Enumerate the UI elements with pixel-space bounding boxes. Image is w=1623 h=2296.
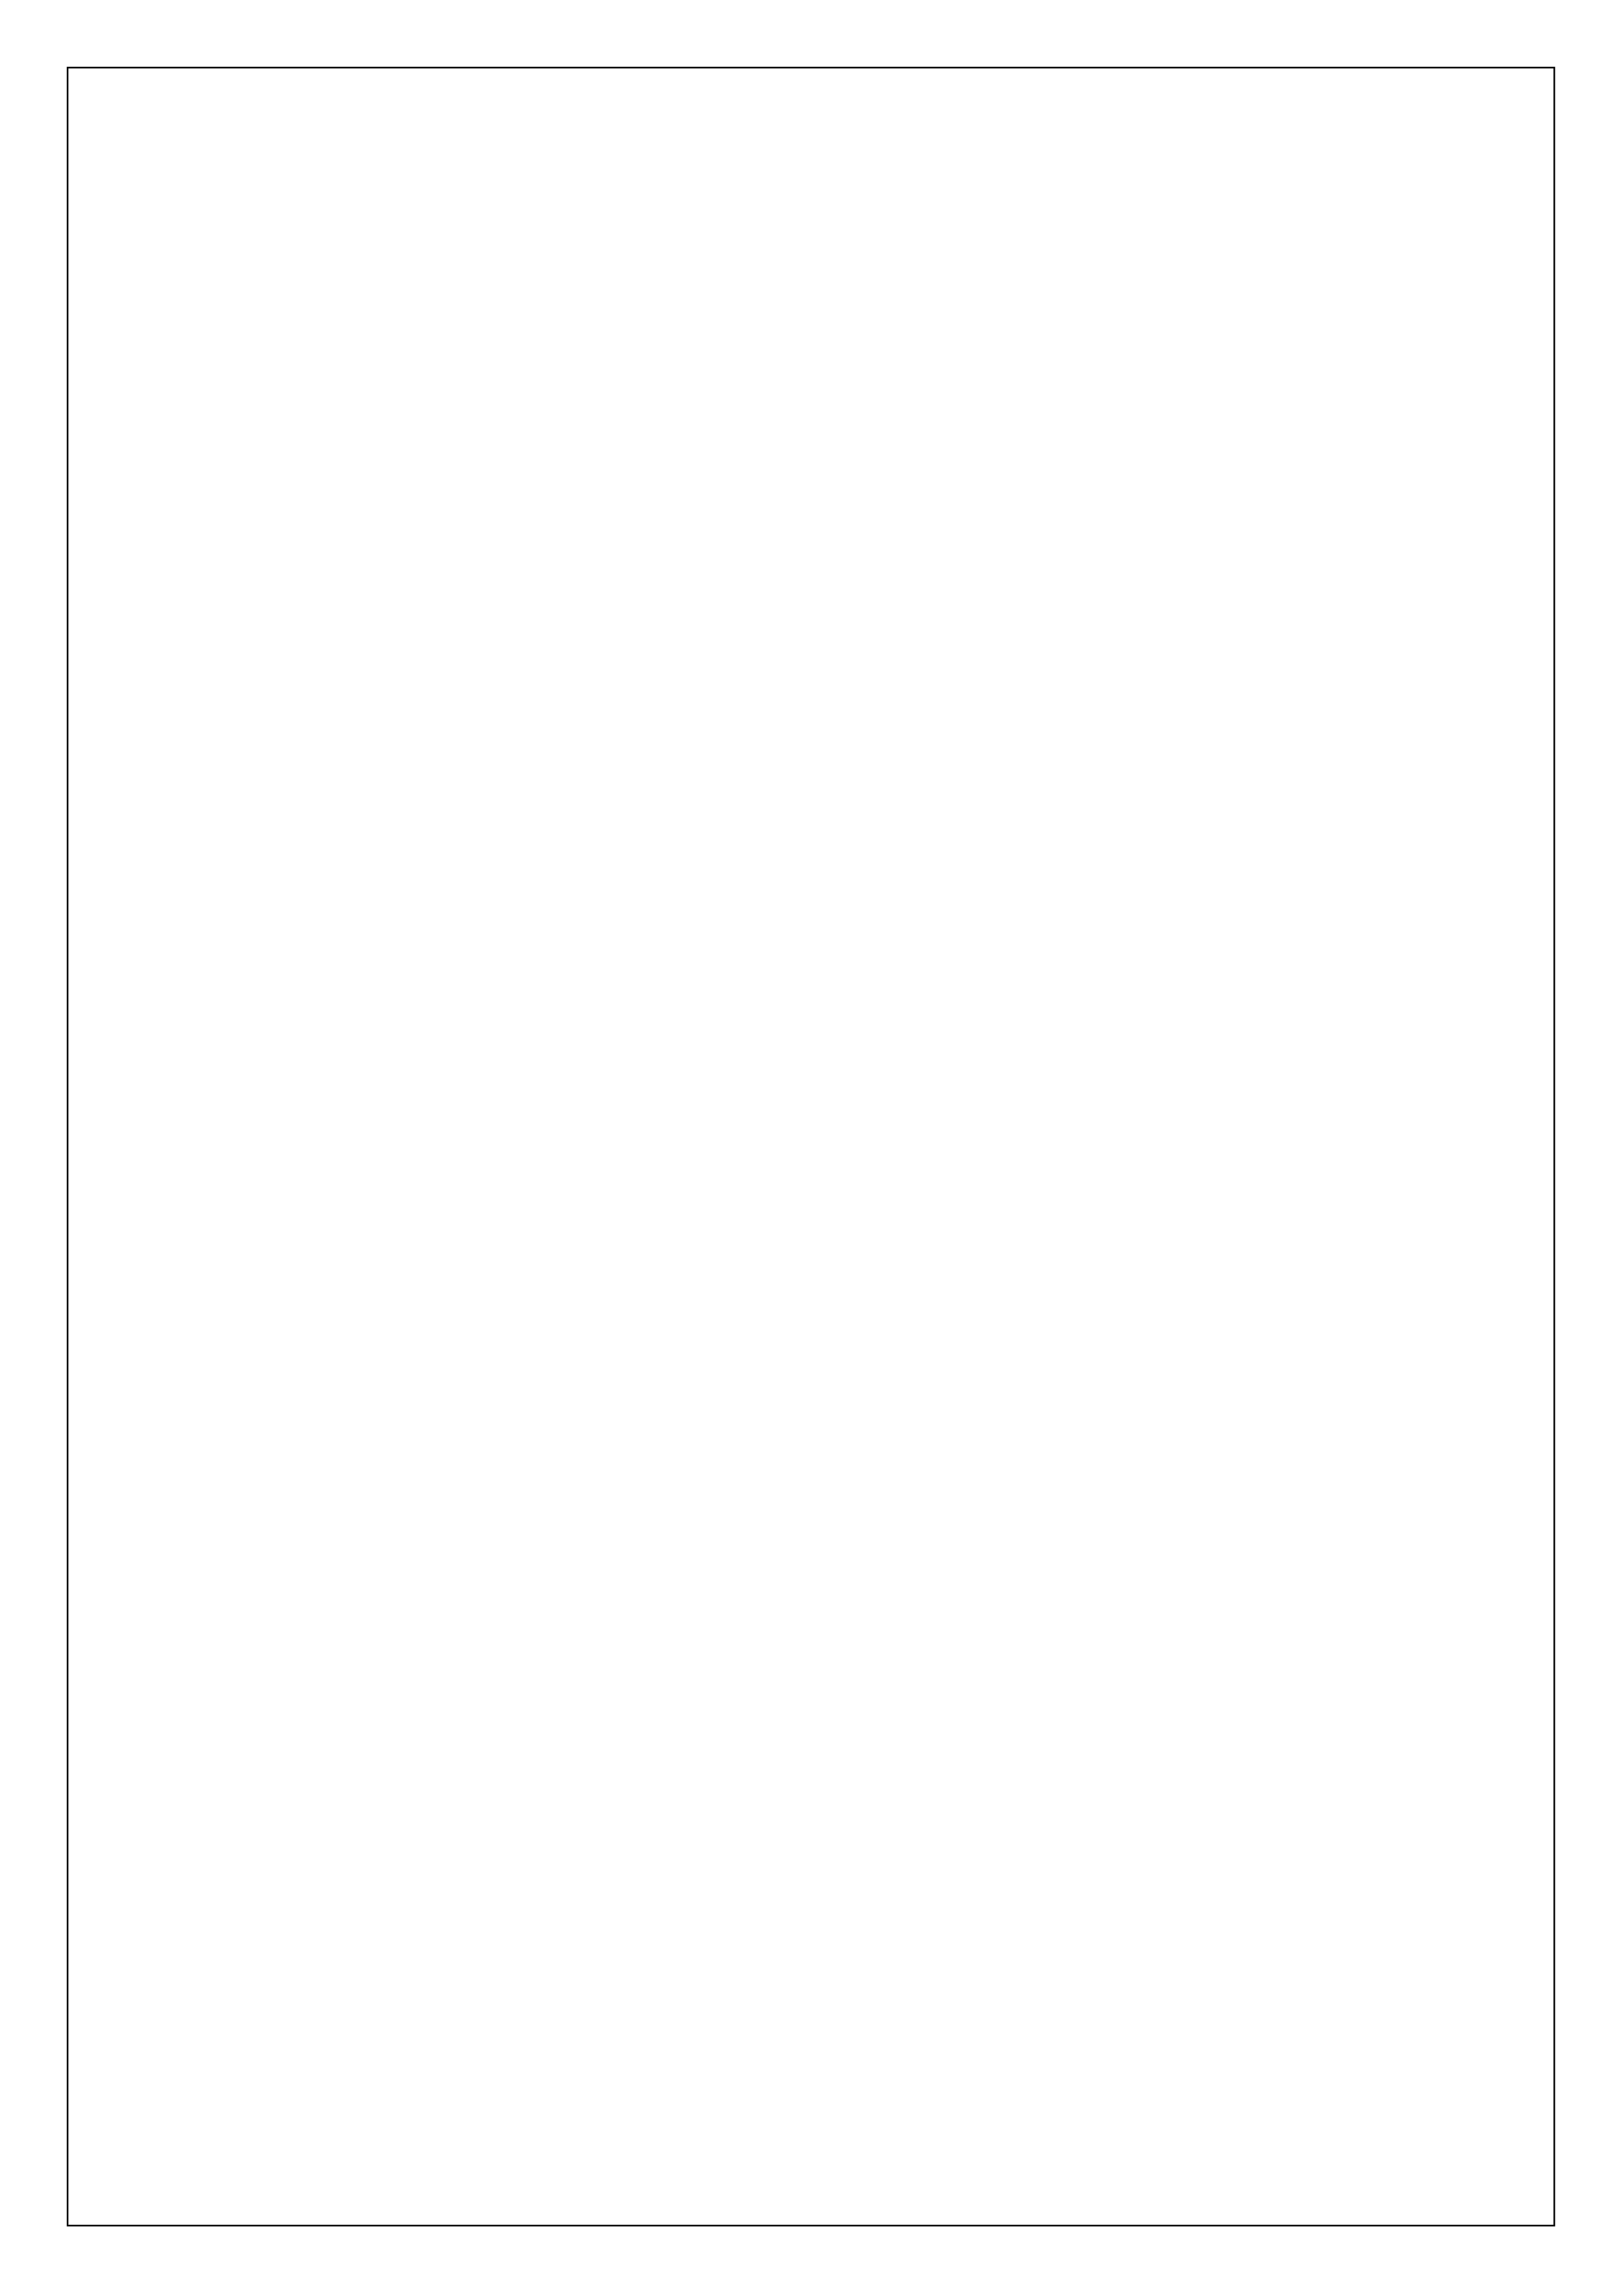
- page-frame: [67, 67, 1555, 2226]
